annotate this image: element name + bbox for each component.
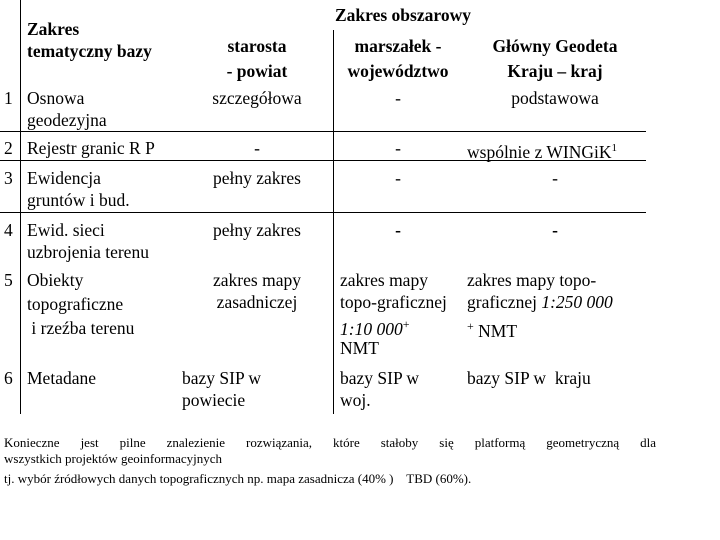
row5-name-line1: Obiekty — [27, 270, 84, 290]
note-line1: Konieczne jest pilne znalezienie rozwiązania, które stałoby się platformą geometryczną dla — [4, 435, 656, 450]
row3-kraj: - — [552, 168, 558, 188]
row4-name-line1: Ewid. sieci — [27, 220, 105, 240]
header-col1-line1: Zakres — [27, 19, 80, 39]
row-divider-1 — [0, 131, 646, 132]
row1-name-line1: Osnowa — [27, 88, 85, 108]
row5-name-line3: i rzeźba terenu — [27, 318, 135, 338]
header-kraj-line1: Główny Geodeta — [492, 36, 618, 56]
header-group-title: Zakres obszarowy — [335, 5, 471, 25]
row6-starosta-line1: bazy SIP w — [182, 368, 262, 388]
row1-starosta: szczegółowa — [212, 88, 302, 108]
row5-marszalek-line4: NMT — [340, 338, 379, 358]
row6-marszalek-line1: bazy SIP w — [340, 368, 420, 388]
row5-marszalek-line2: topo-graficznej — [340, 292, 447, 312]
row5-kraj-plus: + — [467, 319, 474, 333]
row2-kraj-footnote: 1 — [611, 142, 618, 154]
row6-marszalek-line2: woj. — [340, 390, 371, 410]
row2-name: Rejestr granic R P — [27, 138, 155, 158]
row5-kraj-line3 — [467, 316, 517, 342]
row4-kraj: - — [552, 220, 558, 240]
row4-number: 4 — [4, 220, 13, 240]
header-col1-line2: tematyczny bazy — [27, 41, 152, 61]
row5-kraj-graficznej: graficznej — [467, 292, 542, 312]
header-marszalek-line2: województwo — [347, 61, 449, 81]
divider-starosta-marszalek — [333, 30, 334, 414]
row1-kraj: podstawowa — [511, 88, 599, 108]
row2-kraj-text: wspólnie z WINGiK — [467, 141, 612, 162]
row5-starosta-line1: zakres mapy — [213, 270, 301, 290]
row5-marszalek-line3 — [340, 314, 409, 340]
header-marszalek-line1: marszałek - — [354, 36, 442, 56]
row4-marszalek: - — [395, 220, 401, 240]
header-starosta-line2: - powiat — [226, 61, 288, 81]
row5-marszalek-line1: zakres mapy — [340, 270, 428, 290]
note-line2: wszystkich projektów geoinformacyjnych — [4, 451, 223, 466]
row5-marszalek-plus: + — [402, 317, 410, 331]
row3-starosta: pełny zakres — [213, 168, 301, 188]
row5-kraj-line2 — [467, 292, 613, 313]
row5-marszalek-scale: 1:10 000 — [340, 318, 403, 339]
row1-number: 1 — [4, 88, 13, 108]
row2-kraj — [467, 138, 617, 163]
row6-name: Metadane — [27, 368, 96, 388]
row6-number: 6 — [4, 368, 13, 388]
row6-starosta-line2: powiecie — [182, 390, 246, 410]
note-line3: tj. wybór źródłowych danych topograficznych np. mapa zasadnicza (40% ) TBD (60%). — [4, 471, 472, 486]
row1-marszalek: - — [395, 88, 401, 108]
row5-kraj-nmt: NMT — [473, 320, 518, 341]
row2-starosta: - — [254, 138, 260, 158]
row5-kraj-line1: zakres mapy topo- — [467, 270, 597, 290]
row3-number: 3 — [4, 168, 13, 188]
row2-number: 2 — [4, 138, 13, 158]
row5-number: 5 — [4, 270, 13, 290]
header-kraj-line2: Kraju – kraj — [507, 61, 603, 81]
row1-name-line2: geodezyjna — [27, 110, 107, 130]
row6-kraj: bazy SIP w kraju — [467, 368, 591, 388]
row5-starosta-line2: zasadniczej — [216, 292, 298, 312]
row5-kraj-scale: 1:250 000 — [541, 292, 613, 312]
row4-name-line2: uzbrojenia terenu — [27, 242, 149, 262]
row3-name-line2: gruntów i bud. — [27, 190, 130, 210]
header-starosta-line1: starosta — [227, 36, 287, 56]
row4-starosta: pełny zakres — [213, 220, 301, 240]
row-divider-3 — [0, 212, 646, 213]
row3-marszalek: - — [395, 168, 401, 188]
row3-name-line1: Ewidencja — [27, 168, 101, 188]
left-border — [20, 0, 21, 414]
row5-name-line2: topograficzne — [27, 294, 124, 314]
row2-marszalek: - — [395, 138, 401, 158]
